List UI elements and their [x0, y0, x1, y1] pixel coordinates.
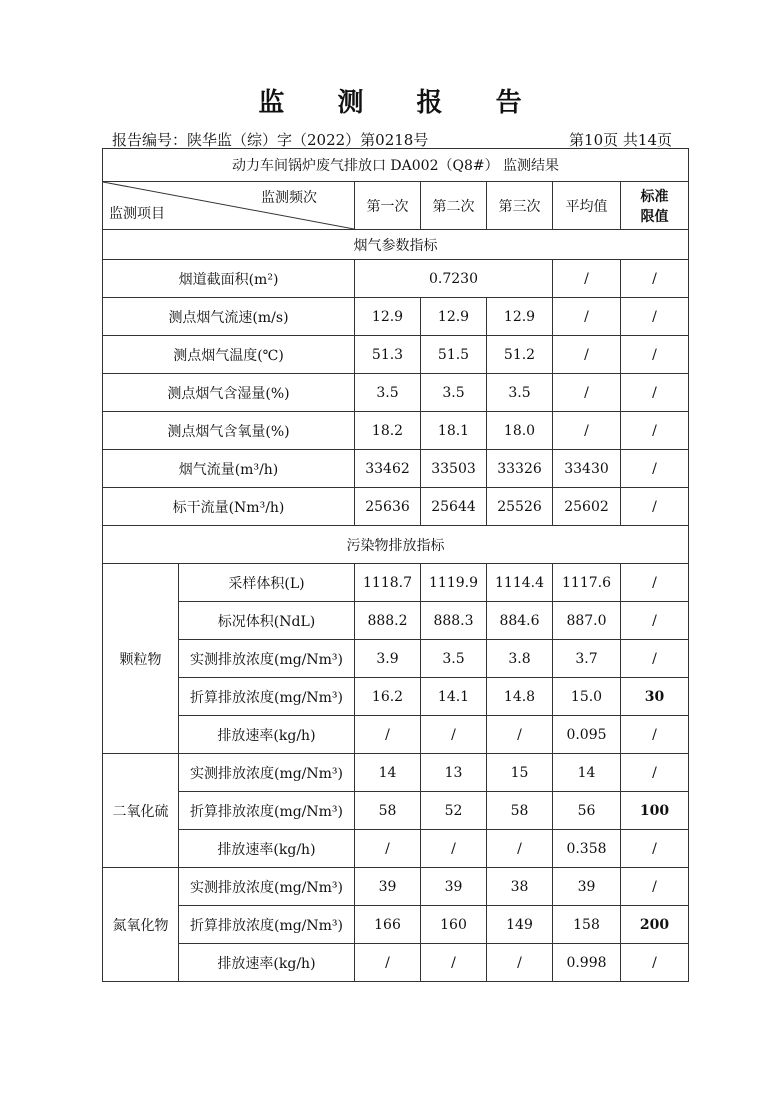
value-average: 0.998 [553, 944, 621, 982]
indicator-name: 折算排放浓度(mg/Nm³) [179, 792, 355, 830]
value-limit: / [621, 450, 689, 488]
param-name: 测点烟气流速(m/s) [103, 298, 355, 336]
table-row [103, 374, 689, 412]
value-average: / [553, 336, 621, 374]
value-second: 3.5 [421, 374, 487, 412]
indicator-name: 实测排放浓度(mg/Nm³) [179, 868, 355, 906]
table-row [103, 602, 689, 640]
value-first: / [355, 716, 421, 754]
value-third: / [487, 716, 553, 754]
value-limit: / [621, 716, 689, 754]
value-first: 16.2 [355, 678, 421, 716]
value-average: 0.095 [553, 716, 621, 754]
param-name: 测点烟气温度(℃) [103, 336, 355, 374]
table-row [103, 830, 689, 868]
value-third: 884.6 [487, 602, 553, 640]
value-second: 13 [421, 754, 487, 792]
value-first: 14 [355, 754, 421, 792]
table-row [103, 944, 689, 982]
value-limit: 100 [621, 792, 689, 830]
value-first: 25636 [355, 488, 421, 526]
value-second: 888.3 [421, 602, 487, 640]
value-second: 18.1 [421, 412, 487, 450]
table-row [103, 298, 689, 336]
value-first: 33462 [355, 450, 421, 488]
report-number: 报告编号：陕华监（综）字（2022）第0218号 [112, 131, 429, 149]
value-first: 166 [355, 906, 421, 944]
value-limit: 30 [621, 678, 689, 716]
value-limit: / [621, 298, 689, 336]
value-average: 14 [553, 754, 621, 792]
indicator-name: 排放速率(kg/h) [179, 716, 355, 754]
param-name: 测点烟气含湿量(%) [103, 374, 355, 412]
value-first: 888.2 [355, 602, 421, 640]
header-second: 第二次 [421, 182, 487, 230]
table-row [103, 716, 689, 754]
indicator-name: 折算排放浓度(mg/Nm³) [179, 678, 355, 716]
pollutant-group-name: 颗粒物 [103, 564, 179, 754]
value-limit: / [621, 488, 689, 526]
table-row [103, 488, 689, 526]
param-name: 测点烟气含氧量(%) [103, 412, 355, 450]
value-third: 18.0 [487, 412, 553, 450]
value-third: 58 [487, 792, 553, 830]
value-second: 51.5 [421, 336, 487, 374]
value-second: / [421, 716, 487, 754]
table-row [103, 906, 689, 944]
value-third: 33326 [487, 450, 553, 488]
header-limit-line2: 限值 [640, 208, 669, 225]
area-label: 烟道截面积(m²) [103, 260, 355, 298]
param-name: 标干流量(Nm³/h) [103, 488, 355, 526]
table-row [103, 640, 689, 678]
header-third: 第三次 [487, 182, 553, 230]
table-row [103, 868, 689, 906]
value-third: / [487, 944, 553, 982]
indicator-name: 排放速率(kg/h) [179, 944, 355, 982]
value-second: 33503 [421, 450, 487, 488]
value-second: / [421, 830, 487, 868]
value-second: 3.5 [421, 640, 487, 678]
page-number: 第10页 共14页 [569, 131, 672, 149]
value-average: 1117.6 [553, 564, 621, 602]
value-limit: / [621, 830, 689, 868]
header-first: 第一次 [355, 182, 421, 230]
value-average: 0.358 [553, 830, 621, 868]
value-second: 12.9 [421, 298, 487, 336]
value-second: 14.1 [421, 678, 487, 716]
value-average: 33430 [553, 450, 621, 488]
value-second: 1119.9 [421, 564, 487, 602]
value-average: / [553, 374, 621, 412]
param-name: 烟气流量(m³/h) [103, 450, 355, 488]
value-second: 52 [421, 792, 487, 830]
value-third: 25526 [487, 488, 553, 526]
value-limit: / [621, 374, 689, 412]
value-limit: / [621, 754, 689, 792]
value-third: 15 [487, 754, 553, 792]
header-frequency: 监测频次 [261, 190, 317, 206]
value-first: 51.3 [355, 336, 421, 374]
value-first: 12.9 [355, 298, 421, 336]
table-row [103, 754, 689, 792]
indicator-name: 实测排放浓度(mg/Nm³) [179, 754, 355, 792]
diagonal-header-cell [103, 182, 355, 230]
value-third: 149 [487, 906, 553, 944]
header-limit [621, 182, 689, 230]
value-second: / [421, 944, 487, 982]
table-row [103, 412, 689, 450]
indicator-name: 采样体积(L) [179, 564, 355, 602]
table-row [103, 450, 689, 488]
value-third: 1114.4 [487, 564, 553, 602]
value-third: 51.2 [487, 336, 553, 374]
area-value: 0.7230 [355, 260, 553, 298]
value-average: 39 [553, 868, 621, 906]
table-row [103, 678, 689, 716]
indicator-name: 排放速率(kg/h) [179, 830, 355, 868]
header-limit-line1: 标准 [640, 188, 669, 205]
value-third: / [487, 830, 553, 868]
value-third: 3.8 [487, 640, 553, 678]
monitoring-result-table [102, 148, 689, 982]
table-row [103, 792, 689, 830]
value-limit: / [621, 640, 689, 678]
indicator-name: 折算排放浓度(mg/Nm³) [179, 906, 355, 944]
value-average: 25602 [553, 488, 621, 526]
value-third: 38 [487, 868, 553, 906]
value-average: 15.0 [553, 678, 621, 716]
table-row [103, 564, 689, 602]
table-row [103, 336, 689, 374]
section-flue-gas-params: 烟气参数指标 [103, 230, 689, 260]
value-limit: 200 [621, 906, 689, 944]
value-limit: / [621, 602, 689, 640]
page-title: 监 测 报 告 [258, 88, 544, 118]
value-limit: / [621, 944, 689, 982]
value-average: 887.0 [553, 602, 621, 640]
area-limit: / [621, 260, 689, 298]
value-average: 158 [553, 906, 621, 944]
value-first: 58 [355, 792, 421, 830]
value-average: / [553, 298, 621, 336]
section-pollutant-emission: 污染物排放指标 [103, 526, 689, 564]
value-average: / [553, 412, 621, 450]
value-second: 160 [421, 906, 487, 944]
pollutant-group-name: 氮氧化物 [103, 868, 179, 982]
value-first: 18.2 [355, 412, 421, 450]
value-third: 3.5 [487, 374, 553, 412]
value-limit: / [621, 564, 689, 602]
value-second: 25644 [421, 488, 487, 526]
value-first: / [355, 830, 421, 868]
value-third: 12.9 [487, 298, 553, 336]
indicator-name: 标况体积(NdL) [179, 602, 355, 640]
value-average: 3.7 [553, 640, 621, 678]
pollutant-group-name: 二氧化硫 [103, 754, 179, 868]
table-caption: 动力车间锅炉废气排放口 DA002（Q8#） 监测结果 [103, 149, 689, 182]
value-third: 14.8 [487, 678, 553, 716]
header-average: 平均值 [553, 182, 621, 230]
value-first: 1118.7 [355, 564, 421, 602]
value-limit: / [621, 412, 689, 450]
value-second: 39 [421, 868, 487, 906]
value-limit: / [621, 868, 689, 906]
value-first: / [355, 944, 421, 982]
value-limit: / [621, 336, 689, 374]
header-item: 监测项目 [109, 206, 165, 222]
value-first: 3.5 [355, 374, 421, 412]
indicator-name: 实测排放浓度(mg/Nm³) [179, 640, 355, 678]
value-first: 39 [355, 868, 421, 906]
area-average: / [553, 260, 621, 298]
value-first: 3.9 [355, 640, 421, 678]
value-average: 56 [553, 792, 621, 830]
